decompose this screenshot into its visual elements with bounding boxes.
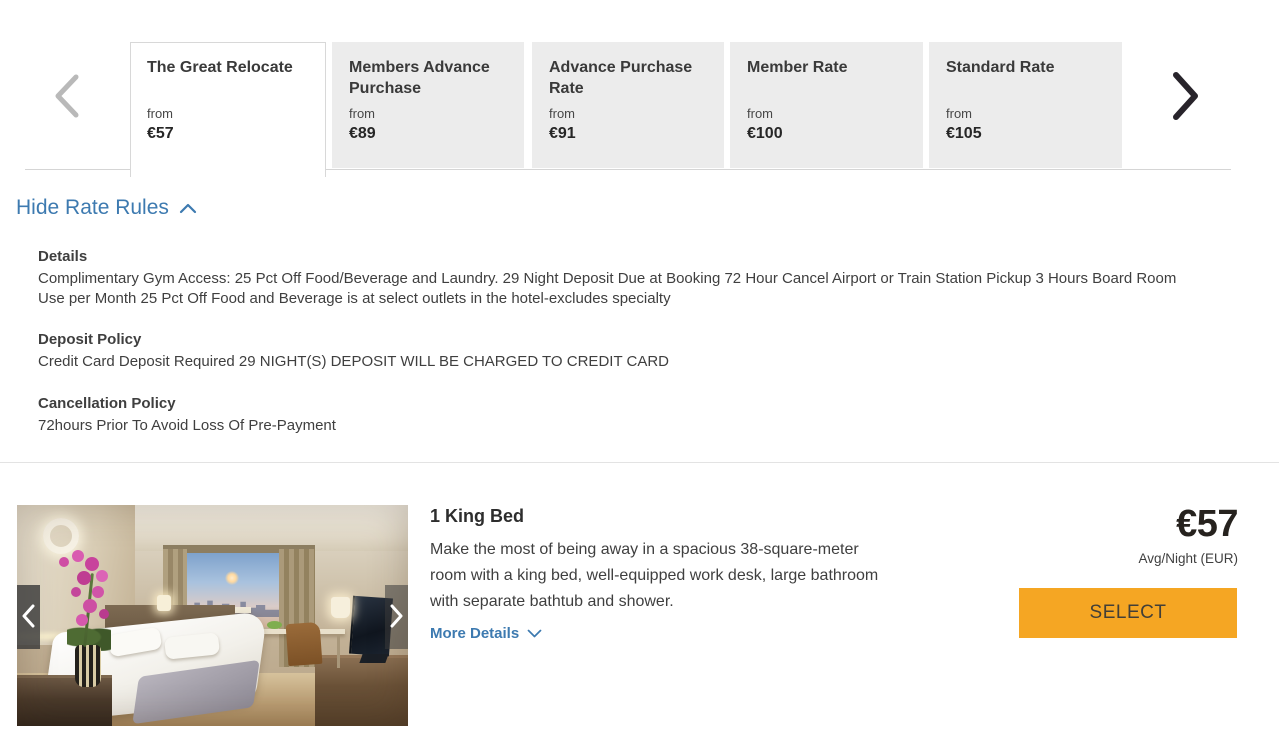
room-price: €57: [1176, 503, 1238, 545]
chevron-left-icon: [51, 108, 81, 123]
rate-tab-the-great-relocate[interactable]: [130, 42, 326, 177]
deposit-policy-body: Credit Card Deposit Required 29 NIGHT(S) DEPOSIT WILL BE CHARGED TO CREDIT CARD: [38, 353, 670, 370]
select-button[interactable]: SELECT: [1019, 588, 1237, 638]
rate-tab-from-label: from: [747, 106, 773, 121]
rate-tab-title: Members Advance Purchase: [349, 59, 490, 97]
rate-tab-price: €100: [747, 125, 783, 142]
rate-tab-price: €91: [549, 125, 576, 142]
rate-tab-price: €57: [147, 125, 174, 142]
cancellation-policy-heading: Cancellation Policy: [38, 394, 176, 412]
chevron-down-icon: [527, 625, 542, 642]
chevron-up-icon: [179, 196, 197, 220]
cancellation-policy-body: 72hours Prior To Avoid Loss Of Pre-Payment: [38, 416, 336, 434]
rate-tab-member-rate[interactable]: [730, 42, 923, 168]
rate-tab-title: Standard Rate: [946, 59, 1055, 76]
chevron-right-icon: [1171, 110, 1201, 125]
rate-tab-advance-purchase-rate[interactable]: [532, 42, 724, 168]
rate-tab-members-advance-purchase[interactable]: [332, 42, 524, 168]
tabs-prev-button[interactable]: [48, 70, 84, 122]
tabs-next-button[interactable]: [1168, 68, 1204, 124]
details-body: Complimentary Gym Access: 25 Pct Off Food/Beverage and Laundry. 29 Night Deposit Due at Booking 72 Hour Cancel Airport or Train Station Pickup 3 Hours Board Room Use per Month 25 Pct Off Food and Beverage is at select outlets in the hotel-excludes specialty: [38, 270, 1177, 307]
rate-tab-from-label: from: [349, 106, 375, 121]
hide-rate-rules-toggle[interactable]: [16, 196, 197, 220]
rate-tab-from-label: from: [946, 106, 972, 121]
more-details-link[interactable]: [430, 625, 542, 642]
chevron-left-icon: [22, 604, 35, 631]
rate-tab-standard-rate[interactable]: [929, 42, 1122, 168]
rate-tab-title: The Great Relocate: [147, 59, 293, 76]
chevron-right-icon: [390, 604, 403, 631]
photo-next-button[interactable]: [385, 585, 408, 649]
rate-rules-panel: [38, 247, 1178, 435]
deposit-policy-heading: Deposit Policy: [38, 331, 142, 348]
room-price-caption: Avg/Night (EUR): [1138, 551, 1238, 566]
section-divider: [0, 462, 1279, 463]
rate-tab-from-label: from: [549, 106, 575, 121]
room-title: 1 King Bed: [430, 506, 525, 526]
details-heading: Details: [38, 248, 88, 265]
room-photo: [17, 505, 408, 726]
hide-rate-rules-label: Hide Rate Rules: [16, 196, 169, 219]
rate-tab-from-label: from: [147, 106, 173, 121]
rate-tab-price: €105: [946, 125, 982, 142]
photo-prev-button[interactable]: [17, 585, 40, 649]
rate-tab-title: Advance Purchase Rate: [549, 59, 693, 97]
rate-tab-price: €89: [349, 125, 376, 142]
more-details-label: More Details: [430, 625, 520, 642]
rate-tab-title: Member Rate: [747, 59, 848, 76]
room-description: Make the most of being away in a spacious 38-square-meter room with a king bed, well-equipped work desk, large bathroom with separate bathtub and shower.: [430, 541, 879, 610]
